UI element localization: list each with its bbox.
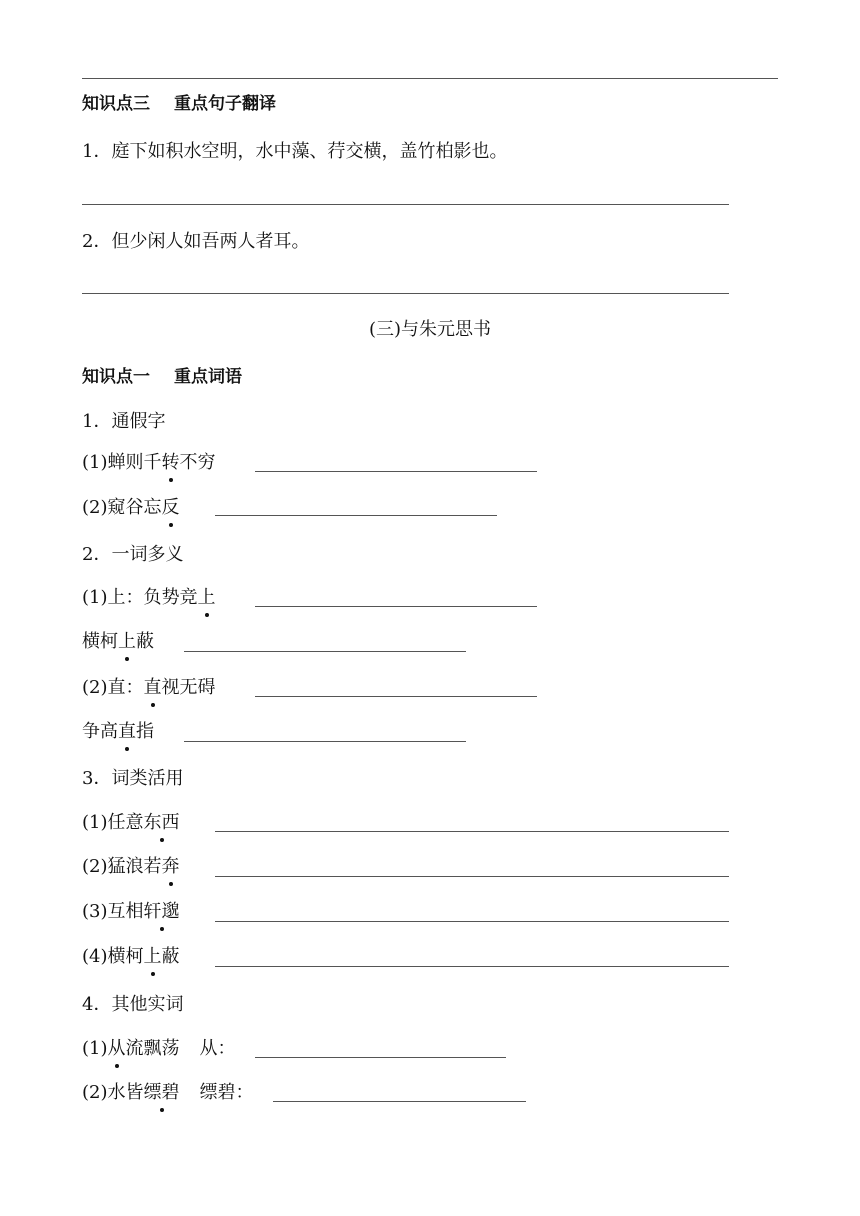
answer-blank-q2[interactable] bbox=[82, 293, 729, 294]
gloss-label: 从： bbox=[199, 1038, 236, 1059]
answer-blank[interactable] bbox=[215, 831, 729, 832]
answer-blank[interactable] bbox=[215, 921, 729, 922]
subsection-title-tongjia: 1．通假字 bbox=[82, 411, 166, 432]
emphasized-word: 转 bbox=[161, 452, 180, 473]
vocab-item: 争高直指 bbox=[82, 721, 154, 742]
vocab-item: (2)水皆缥碧 缥碧： bbox=[82, 1082, 254, 1103]
answer-blank-q1[interactable] bbox=[82, 204, 729, 205]
vocab-item: (3)互相轩邈 bbox=[82, 901, 180, 922]
vocab-item: (1)任意东西 bbox=[82, 812, 180, 833]
emphasized-word: 上 bbox=[143, 946, 162, 967]
sentence-question-1: 1．庭下如积水空明，水中藻、荇交横，盖竹柏影也。 bbox=[82, 141, 508, 162]
vocab-item: (4)横柯上蔽 bbox=[82, 946, 180, 967]
emphasized-word: 直 bbox=[143, 677, 162, 698]
answer-blank[interactable] bbox=[255, 696, 537, 697]
emphasized-word: 缥碧 bbox=[143, 1082, 180, 1103]
answer-blank[interactable] bbox=[255, 471, 537, 472]
emphasized-word: 东西 bbox=[143, 812, 180, 833]
subsection-title-shici: 4．其他实词 bbox=[82, 994, 184, 1015]
section-heading-knowledge1: 知识点一 重点词语 bbox=[82, 367, 242, 387]
vocab-item: (2)窥谷忘反 bbox=[82, 497, 180, 518]
answer-blank[interactable] bbox=[215, 966, 729, 967]
answer-blank[interactable] bbox=[184, 651, 466, 652]
subsection-title-yici: 2．一词多义 bbox=[82, 544, 184, 565]
answer-blank[interactable] bbox=[215, 515, 497, 516]
subsection-title-cilei: 3．词类活用 bbox=[82, 768, 184, 789]
section-title: (三)与朱元思书 bbox=[368, 319, 492, 340]
answer-blank[interactable] bbox=[215, 876, 729, 877]
emphasized-word: 从 bbox=[107, 1038, 126, 1059]
answer-blank[interactable] bbox=[255, 606, 537, 607]
emphasized-word: 反 bbox=[161, 497, 180, 518]
emphasized-word: 轩邈 bbox=[143, 901, 180, 922]
emphasized-word: 奔 bbox=[161, 856, 180, 877]
answer-blank[interactable] bbox=[273, 1101, 526, 1102]
vocab-item: (1)蝉则千转不穷 bbox=[82, 452, 216, 473]
section-heading-knowledge3: 知识点三 重点句子翻译 bbox=[82, 94, 276, 114]
vocab-item: (1)上：负势竞上 bbox=[82, 587, 216, 608]
emphasized-word: 上 bbox=[118, 631, 136, 652]
top-rule bbox=[82, 78, 778, 79]
vocab-item: 横柯上蔽 bbox=[82, 631, 154, 652]
emphasized-word: 直 bbox=[118, 721, 136, 742]
gloss-label: 缥碧： bbox=[199, 1082, 254, 1103]
vocab-item: (2)猛浪若奔 bbox=[82, 856, 180, 877]
vocab-item: (2)直：直视无碍 bbox=[82, 677, 216, 698]
answer-blank[interactable] bbox=[255, 1057, 506, 1058]
answer-blank[interactable] bbox=[184, 741, 466, 742]
vocab-item: (1)从流飘荡 从： bbox=[82, 1038, 236, 1059]
sentence-question-2: 2．但少闲人如吾两人者耳。 bbox=[82, 231, 310, 252]
emphasized-word: 上 bbox=[197, 587, 216, 608]
